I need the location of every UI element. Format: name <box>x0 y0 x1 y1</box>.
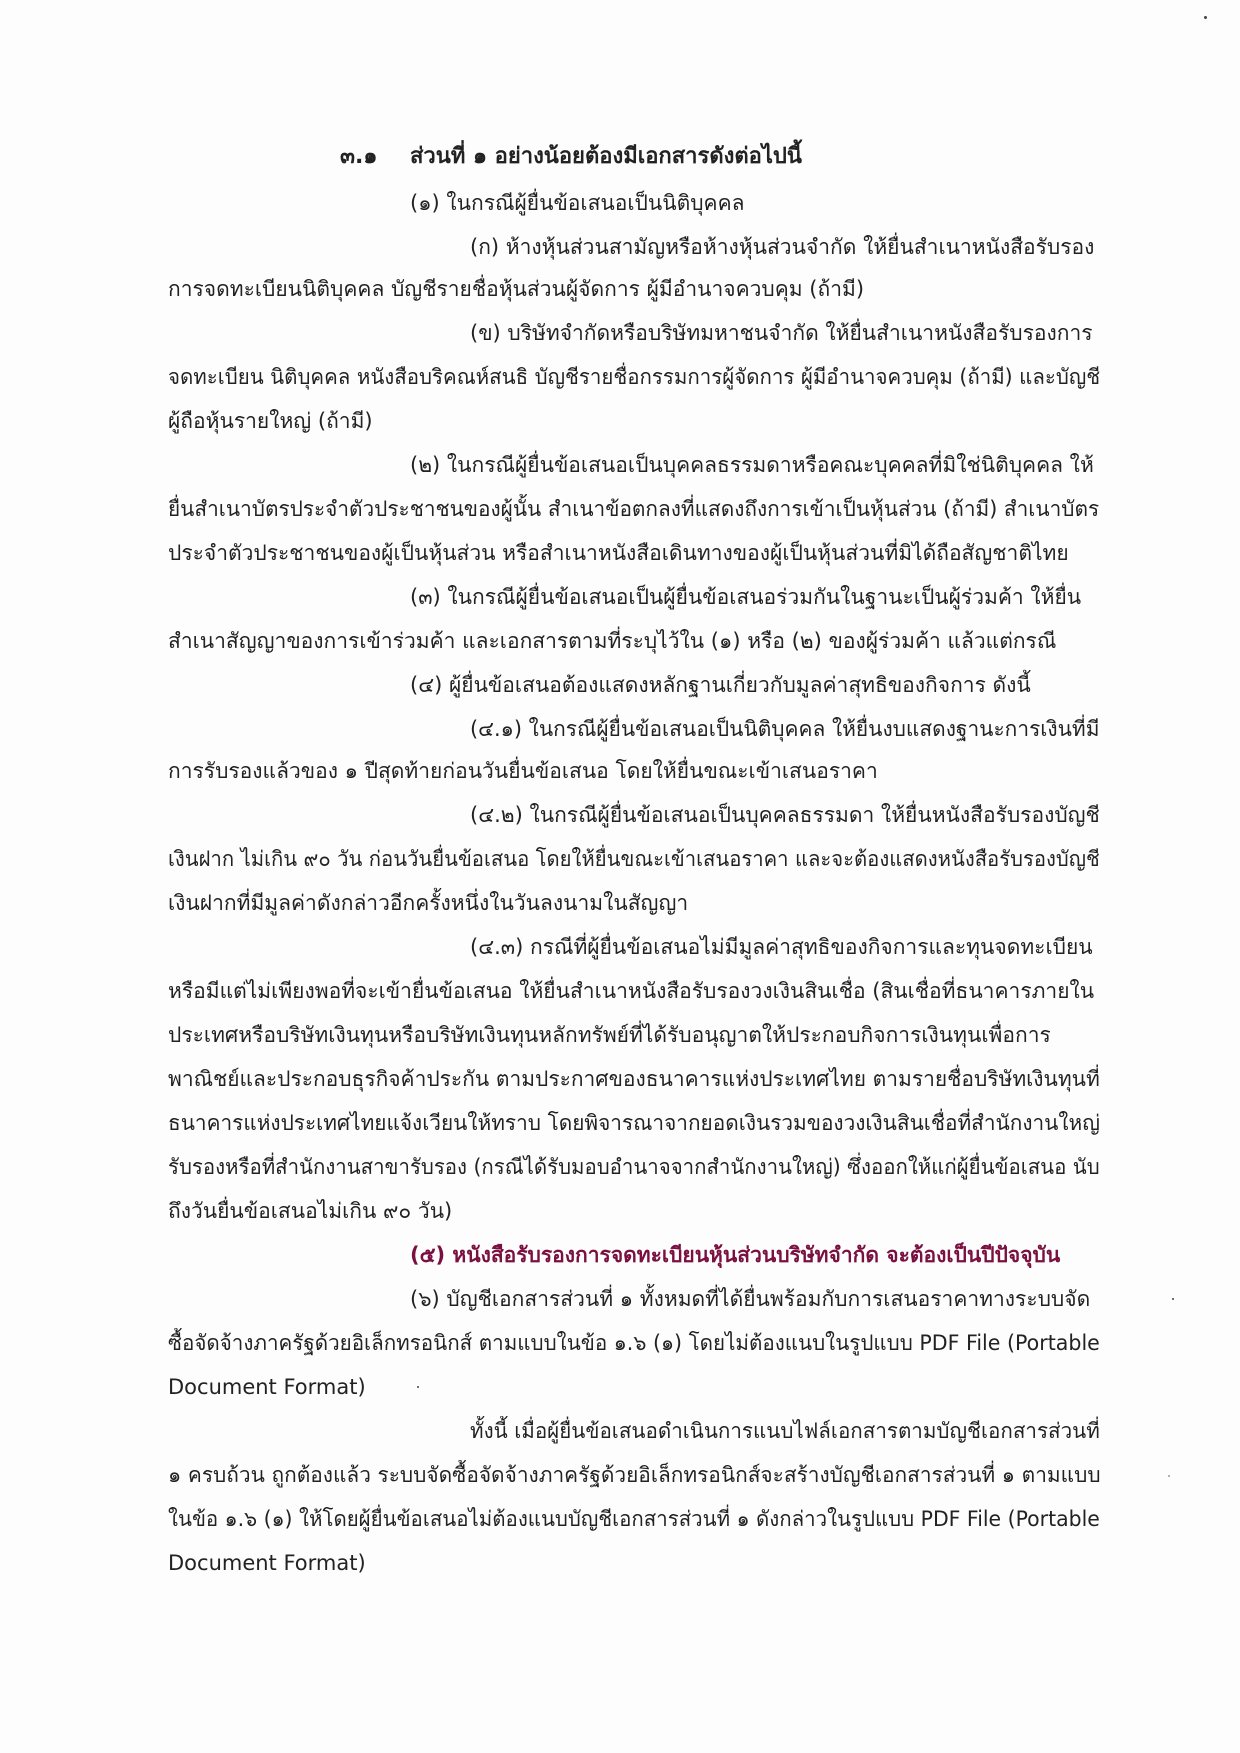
item-4-1: (๔.๑) ในกรณีผู้ยื่นข้อเสนอเป็นนิติบุคคล ให้ยื่นงบแสดงฐานะการเงินที่มี <box>470 717 1100 741</box>
scan-speck <box>417 1386 419 1388</box>
text-line: ถึงวันยื่นข้อเสนอไม่เกิน ๙๐ วัน) <box>168 1199 453 1223</box>
text-line: ผู้ถือหุ้นรายใหญ่ (ถ้ามี) <box>168 409 373 433</box>
item-3: (๓) ในกรณีผู้ยื่นข้อเสนอเป็นผู้ยื่นข้อเสนอร่วมกันในฐานะเป็นผู้ร่วมค้า ให้ยื่น <box>410 585 1082 609</box>
text-line: ซื้อจัดจ้างภาครัฐด้วยอิเล็กทรอนิกส์ ตามแบบในข้อ ๑.๖ (๑) โดยไม่ต้องแนบในรูปแบบ PDF File (Portable <box>168 1331 1100 1355</box>
item-1-a: (ก) ห้างหุ้นส่วนสามัญหรือห้างหุ้นส่วนจำกัด ให้ยื่นสำเนาหนังสือรับรอง <box>470 235 1095 259</box>
item-6: (๖) บัญชีเอกสารส่วนที่ ๑ ทั้งหมดที่ได้ยื่นพร้อมกับการเสนอราคาทางระบบจัด <box>410 1287 1091 1311</box>
text-line: ประเทศหรือบริษัทเงินทุนหรือบริษัทเงินทุนหลักทรัพย์ที่ได้รับอนุญาตให้ประกอบกิจการเงินทุนเพื่อการ <box>168 1023 1051 1047</box>
item-2: (๒) ในกรณีผู้ยื่นข้อเสนอเป็นบุคคลธรรมดาหรือคณะบุคคลที่มิใช่นิติบุคคล ให้ <box>410 453 1094 477</box>
text-line: สำเนาสัญญาของการเข้าร่วมค้า และเอกสารตามที่ระบุไว้ใน (๑) หรือ (๒) ของผู้ร่วมค้า แล้วแต่กรณี <box>168 629 1057 653</box>
text-line: พาณิชย์และประกอบธุรกิจค้าประกัน ตามประกาศของธนาคารแห่งประเทศไทย ตามรายชื่อบริษัทเงินทุนที่ <box>168 1067 1100 1091</box>
text-line: รับรองหรือที่สำนักงานสาขารับรอง (กรณีได้รับมอบอำนาจจากสำนักงานใหญ่) ซึ่งออกให้แก่ผู้ยื่นข้อเสนอ นับ <box>168 1155 1100 1179</box>
note-paragraph: ทั้งนี้ เมื่อผู้ยื่นข้อเสนอดำเนินการแนบไฟล์เอกสารตามบัญชีเอกสารส่วนที่ <box>470 1419 1100 1443</box>
section-title: ส่วนที่ ๑ อย่างน้อยต้องมีเอกสารดังต่อไปนี้ <box>410 144 802 169</box>
item-4: (๔) ผู้ยื่นข้อเสนอต้องแสดงหลักฐานเกี่ยวกับมูลค่าสุทธิของกิจการ ดังนี้ <box>410 673 1031 697</box>
text-line: ยื่นสำเนาบัตรประจำตัวประชาชนของผู้นั้น สำเนาข้อตกลงที่แสดงถึงการเข้าเป็นหุ้นส่วน (ถ้ามี) สำเนาบัตร <box>168 497 1100 521</box>
text-line: Document Format) <box>168 1551 366 1575</box>
item-4-2: (๔.๒) ในกรณีผู้ยื่นข้อเสนอเป็นบุคคลธรรมดา ให้ยื่นหนังสือรับรองบัญชี <box>470 803 1100 827</box>
text-line: จดทะเบียน นิติบุคคล หนังสือบริคณห์สนธิ บัญชีรายชื่อกรรมการผู้จัดการ ผู้มีอำนาจควบคุม (ถ้ามี) และบัญชี <box>168 365 1101 389</box>
item-1-b: (ข) บริษัทจำกัดหรือบริษัทมหาชนจำกัด ให้ยื่นสำเนาหนังสือรับรองการ <box>470 321 1093 345</box>
text-line: เงินฝาก ไม่เกิน ๙๐ วัน ก่อนวันยื่นข้อเสนอ โดยให้ยื่นขณะเข้าเสนอราคา และจะต้องแสดงหนังสือรับรองบัญชี <box>168 847 1100 871</box>
text-line: ๑ ครบถ้วน ถูกต้องแล้ว ระบบจัดซื้อจัดจ้างภาครัฐด้วยอิเล็กทรอนิกส์จะสร้างบัญชีเอกสารส่วนที่ ๑ ตามแบบ <box>168 1463 1101 1487</box>
item-1: (๑) ในกรณีผู้ยื่นข้อเสนอเป็นนิติบุคคล <box>410 191 745 215</box>
text-line: ประจำตัวประชาชนของผู้เป็นหุ้นส่วน หรือสำเนาหนังสือเดินทางของผู้เป็นหุ้นส่วนที่มิได้ถือสัญชาติไทย <box>168 541 1069 565</box>
scan-speck <box>1204 16 1207 19</box>
item-4-3: (๔.๓) กรณีที่ผู้ยื่นข้อเสนอไม่มีมูลค่าสุทธิของกิจการและทุนจดทะเบียน <box>470 935 1093 959</box>
text-line: ในข้อ ๑.๖ (๑) ให้โดยผู้ยื่นข้อเสนอไม่ต้องแนบบัญชีเอกสารส่วนที่ ๑ ดังกล่าวในรูปแบบ PDF File (Portable <box>168 1507 1100 1531</box>
text-line: เงินฝากที่มีมูลค่าดังกล่าวอีกครั้งหนึ่งในวันลงนามในสัญญา <box>168 891 689 915</box>
text-line: การจดทะเบียนนิติบุคคล บัญชีรายชื่อหุ้นส่วนผู้จัดการ ผู้มีอำนาจควบคุม (ถ้ามี) <box>168 277 865 301</box>
text-line: Document Format) <box>168 1375 366 1399</box>
scan-speck <box>1168 1475 1170 1477</box>
text-line: หรือมีแต่ไม่เพียงพอที่จะเข้ายื่นข้อเสนอ ให้ยื่นสำเนาหนังสือรับรองวงเงินสินเชื่อ (สินเชื่อที่ธนาคารภายใน <box>168 979 1095 1003</box>
scan-speck <box>1172 1298 1174 1300</box>
text-line: ธนาคารแห่งประเทศไทยแจ้งเวียนให้ทราบ โดยพิจารณาจากยอดเงินรวมของวงเงินสินเชื่อที่สำนักงานใหญ่ <box>168 1111 1100 1135</box>
text-line: การรับรองแล้วของ ๑ ปีสุดท้ายก่อนวันยื่นข้อเสนอ โดยให้ยื่นขณะเข้าเสนอราคา <box>168 759 878 783</box>
section-number: ๓.๑ <box>340 144 378 169</box>
item-5: (๕) หนังสือรับรองการจดทะเบียนหุ้นส่วนบริษัทจำกัด จะต้องเป็นปีปัจจุบัน <box>410 1243 1061 1267</box>
